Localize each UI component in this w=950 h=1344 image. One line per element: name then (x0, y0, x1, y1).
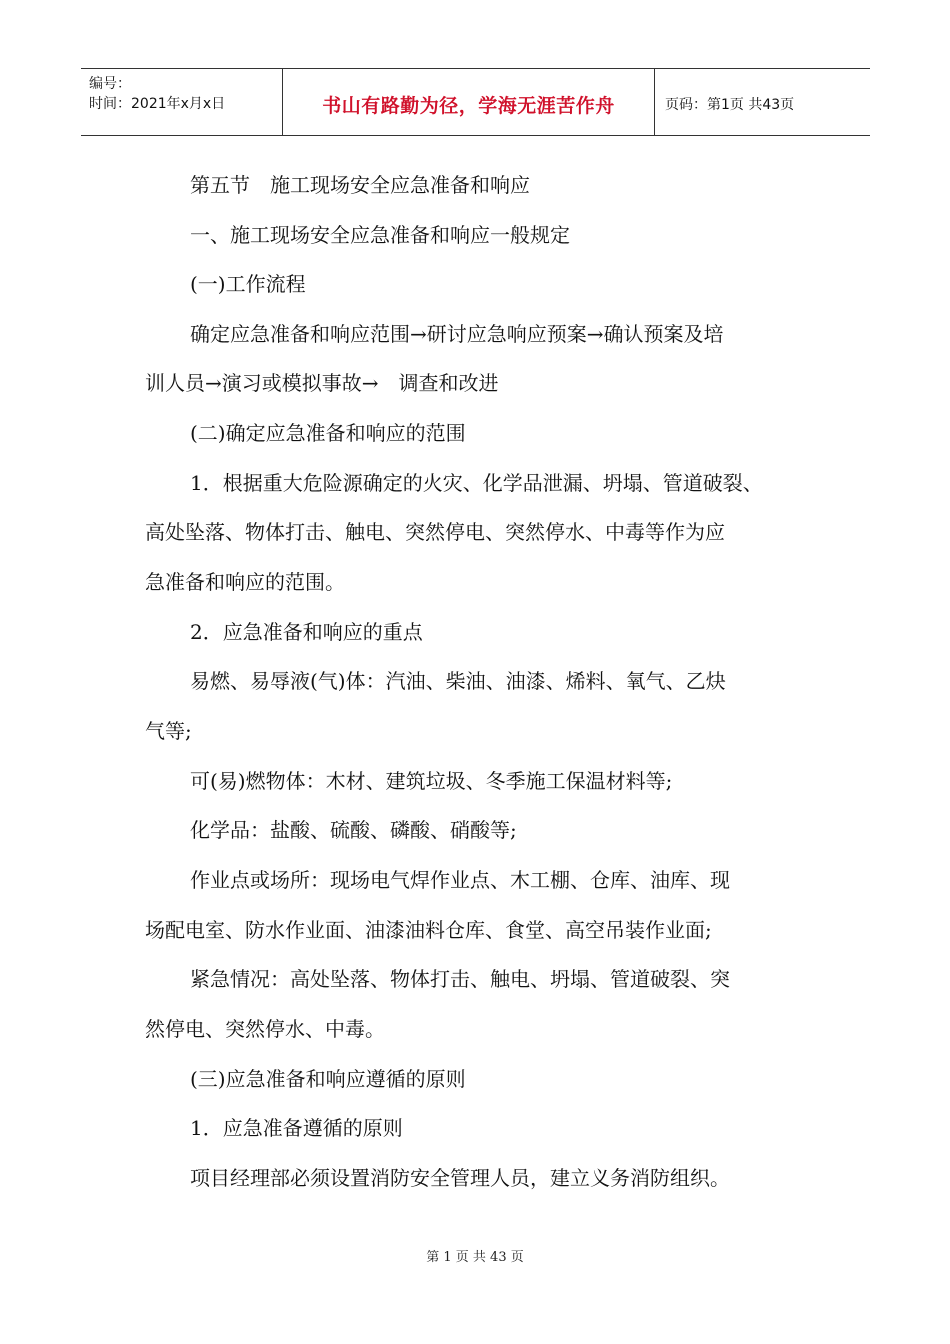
date-label: 时间：2021年x月x日 (89, 96, 226, 112)
paragraph-line: 急准备和响应的范围。 (145, 570, 345, 594)
paragraph-line: 确定应急准备和响应范围→研讨应急响应预案→确认预案及培 (190, 322, 724, 346)
subheading-scope: (二)确定应急准备和响应的范围 (190, 421, 466, 445)
paragraph-line: 可(易)燃物体：木材、建筑垃圾、冬季施工保温材料等; (190, 769, 673, 793)
subheading-key-points: 2．应急准备和响应的重点 (190, 620, 423, 644)
paragraph-line: 训人员→演习或模拟事故→ 调查和改进 (145, 371, 499, 395)
paragraph-line: 项目经理部必须设置消防安全管理人员，建立义务消防组织。 (190, 1166, 730, 1190)
document-header (81, 68, 870, 136)
header-motto-cell (283, 69, 655, 135)
paragraph-line: 紧急情况：高处坠落、物体打击、触电、坍塌、管道破裂、突 (190, 967, 730, 991)
page-footer: 第 1 页 共 43 页 (426, 1250, 524, 1265)
paragraph-line: 高处坠落、物体打击、触电、突然停电、突然停水、中毒等作为应 (145, 520, 725, 544)
paragraph-line: 1．根据重大危险源确定的火灾、化学品泄漏、坍塌、管道破裂、 (190, 471, 763, 495)
paragraph-line: 易燃、易辱液(气)体：汽油、柴油、油漆、烯料、氧气、乙炔 (190, 669, 726, 693)
section-title: 第五节 施工现场安全应急准备和响应 (190, 173, 530, 197)
heading-general-rules: 一、施工现场安全应急准备和响应一般规定 (190, 223, 570, 247)
paragraph-line: 然停电、突然停水、中毒。 (145, 1017, 385, 1041)
serial-label: 编号： (89, 76, 131, 92)
subheading-preparation-principles: 1．应急准备遵循的原则 (190, 1116, 403, 1140)
paragraph-line: 化学品：盐酸、硫酸、磷酸、硝酸等; (190, 818, 517, 842)
paragraph-line: 场配电室、防水作业面、油漆油料仓库、食堂、高空吊装作业面; (145, 918, 712, 942)
header-motto: 书山有路勤为径，学海无涯苦作舟 (322, 95, 615, 117)
header-page-info: 页码：第1页 共43页 (665, 97, 795, 113)
header-left-cell (81, 69, 283, 135)
subheading-principles: (三)应急准备和响应遵循的原则 (190, 1067, 466, 1091)
paragraph-line: 作业点或场所：现场电气焊作业点、木工棚、仓库、油库、现 (190, 868, 730, 892)
subheading-workflow: (一)工作流程 (190, 272, 306, 296)
header-page-cell (655, 69, 870, 135)
paragraph-line: 气等; (145, 719, 192, 743)
